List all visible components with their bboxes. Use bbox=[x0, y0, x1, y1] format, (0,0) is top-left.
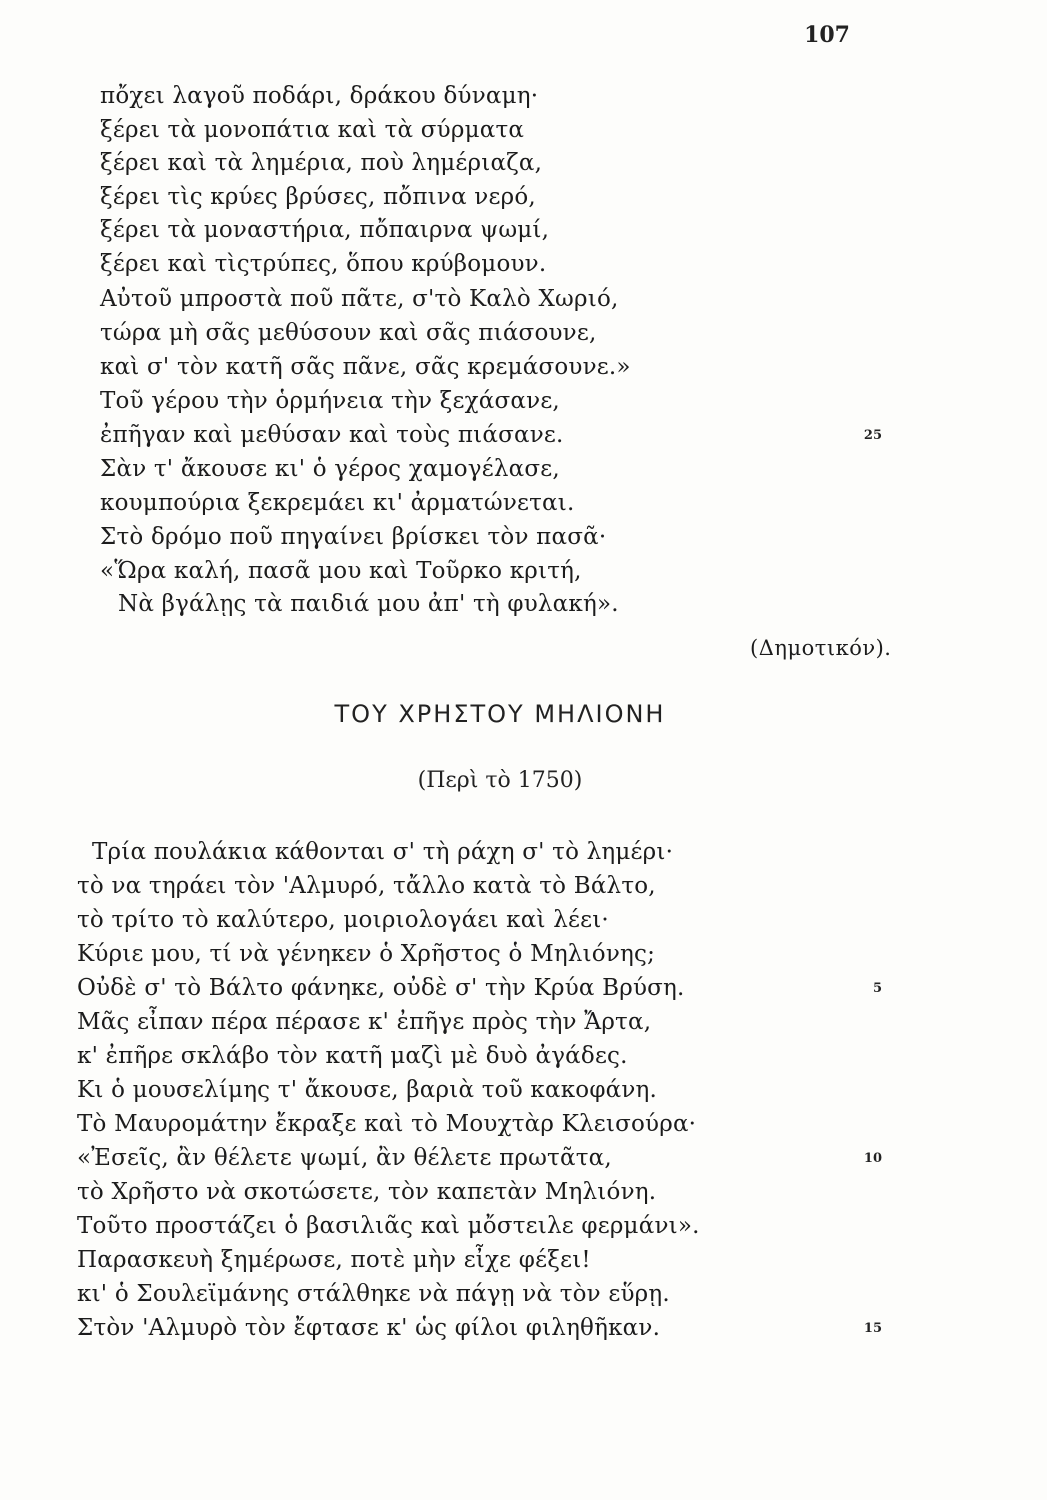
poem-line: Κύριε μου, τί νὰ γένηκεν ὁ Χρῆστος ὁ Μηλιόνης; bbox=[77, 941, 656, 967]
line-number: 5 bbox=[872, 981, 882, 996]
poem-line: Αὐτοῦ μπροστὰ ποῦ πᾶτε, σ'τὸ Καλὸ Χωριό, bbox=[100, 286, 619, 312]
poem-line: ξέρει καὶ τὰ λημέρια, ποὺ λημέριαζα, bbox=[100, 150, 543, 176]
page-number: 107 bbox=[804, 22, 850, 48]
poem-line: τὸ τρίτο τὸ καλύτερο, μοιριολογάει καὶ λέει· bbox=[77, 907, 609, 933]
poem-line: ξέρει τὶς κρύες βρύσες, πὄπινα νερό, bbox=[100, 184, 536, 210]
poem-line: πὄχει λαγοῦ ποδάρι, δράκου δύναμη· bbox=[100, 83, 539, 109]
line-number: 25 bbox=[863, 428, 882, 443]
poem-line: ξέρει τὰ μοναστήρια, πὄπαιρνα ψωμί, bbox=[100, 217, 550, 243]
poem-line: Νὰ βγάλῃς τὰ παιδιά μου ἀπ' τὴ φυλακή». bbox=[118, 591, 619, 617]
poem-line: Στὸν 'Αλμυρὸ τὸν ἔφτασε κ' ὡς φίλοι φιληθῆκαν. bbox=[77, 1315, 661, 1341]
poem-line: ξέρει τὰ μονοπάτια καὶ τὰ σύρματα bbox=[100, 117, 525, 143]
poem-line: Τοῦ γέρου τὴν ὁρμήνεια τὴν ξεχάσανε, bbox=[100, 388, 560, 414]
poem-line: κουμπούρια ξεκρεμάει κι' ἀρματώνεται. bbox=[100, 490, 575, 516]
poem-line: Στὸ δρόμο ποῦ πηγαίνει βρίσκει τὸν πασᾶ· bbox=[100, 524, 607, 550]
poem-line: τὸ να τηράει τὸν 'Αλμυρό, τἄλλο κατὰ τὸ Βάλτο, bbox=[77, 873, 656, 899]
line-number: 15 bbox=[863, 1321, 882, 1336]
poem-line: Τρία πουλάκια κάθονται σ' τὴ ράχη σ' τὸ λημέρι· bbox=[92, 839, 674, 865]
poem-line: Τοῦτο προστάζει ὁ βασιλιᾶς καὶ μὄστειλε φερμάνι». bbox=[77, 1213, 700, 1239]
poem-line: «Ἐσεῖς, ἂν θέλετε ψωμί, ἂν θέλετε πρωτᾶτα, bbox=[77, 1145, 612, 1171]
poem-line: τὸ Χρῆστο νὰ σκοτώσετε, τὸν καπετὰν Μηλιόνη. bbox=[77, 1179, 657, 1205]
poem-line: Μᾶς εἶπαν πέρα πέρασε κ' ἐπῆγε πρὸς τὴν Ἄρτα, bbox=[77, 1009, 652, 1035]
poem-line: καὶ σ' τὸν κατῆ σᾶς πᾶνε, σᾶς κρεμάσουνε.» bbox=[100, 354, 631, 380]
poem-title: ΤΟΥ ΧΡΗΣΤΟΥ ΜΗΛΙΟΝΗ bbox=[334, 700, 666, 728]
poem-line: κ' ἐπῆρε σκλάβο τὸν κατῆ μαζὶ μὲ δυὸ ἀγάδες. bbox=[77, 1043, 628, 1069]
poem-line: ξέρει καὶ τὶςτρύπες, ὅπου κρύβομουν. bbox=[100, 251, 547, 277]
poem-line: Κι ὁ μουσελίμης τ' ἄκουσε, βαριὰ τοῦ κακοφάνη. bbox=[77, 1077, 658, 1103]
poem-line: τώρα μὴ σᾶς μεθύσουν καὶ σᾶς πιάσουνε, bbox=[100, 320, 597, 346]
poem-subtitle: (Περὶ τὸ 1750) bbox=[417, 768, 583, 793]
poem-source: (Δημοτικόν). bbox=[750, 636, 892, 660]
line-number: 10 bbox=[863, 1151, 882, 1166]
poem-line: Σὰν τ' ἄκουσε κι' ὁ γέρος χαμογέλασε, bbox=[100, 456, 560, 482]
poem-line: κι' ὁ Σουλεϊμάνης στάλθηκε νὰ πάγῃ νὰ τὸν εὕρῃ. bbox=[77, 1281, 670, 1307]
poem-line: «Ὥρα καλή, πασᾶ μου καὶ Τοῦρκο κριτή, bbox=[100, 558, 582, 584]
poem-line: ἐπῆγαν καὶ μεθύσαν καὶ τοὺς πιάσανε. bbox=[100, 422, 564, 448]
poem-line: Οὐδὲ σ' τὸ Βάλτο φάνηκε, οὐδὲ σ' τὴν Κρύα Βρύση. bbox=[77, 975, 685, 1001]
poem-line: Τὸ Μαυρομάτην ἔκραξε καὶ τὸ Μουχτὰρ Κλεισούρα· bbox=[77, 1111, 697, 1137]
poem-line: Παρασκευὴ ξημέρωσε, ποτὲ μὴν εἶχε φέξει! bbox=[77, 1247, 591, 1273]
